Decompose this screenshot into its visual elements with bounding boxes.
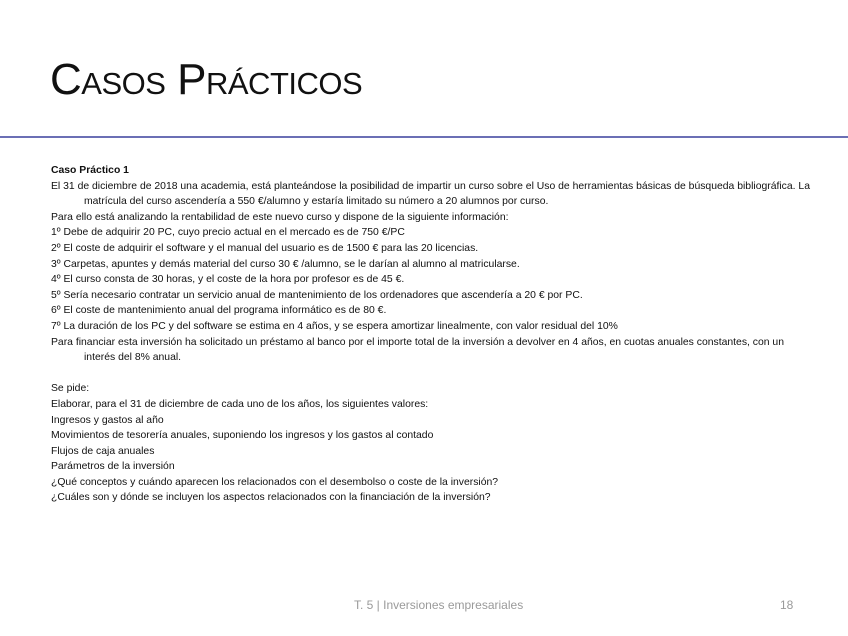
case-lead: Para ello está analizando la rentabilidad de este nuevo curso y dispone de la siguiente información: xyxy=(51,211,509,223)
info-item: 6º El coste de mantenimiento anual del programa informático es de 80 €. xyxy=(51,305,387,317)
footer-label: T. 5 | Inversiones empresariales xyxy=(354,598,524,612)
info-item: 4º El curso consta de 30 horas, y el coste de la hora por profesor es de 45 €. xyxy=(51,274,405,286)
slide-footer xyxy=(0,598,848,616)
request-item: Parámetros de la inversión xyxy=(51,461,175,473)
financing-text: Para financiar esta inversión ha solicitado un préstamo al banco por el importe total de la inversión a devolver en 4 años, en cuotas anuales constantes, con un interés del 8% anual. xyxy=(51,336,784,364)
info-item: 1º Debe de adquirir 20 PC, cuyo precio actual en el mercado es de 750 €/PC xyxy=(51,227,405,239)
info-item: 2º El coste de adquirir el software y el manual del usuario es de 1500 € para las 20 licencias. xyxy=(51,242,479,254)
page-number: 18 xyxy=(780,598,794,612)
case-intro: El 31 de diciembre de 2018 una academia, está planteándose la posibilidad de impartir un curso sobre el Uso de herramientas básicas de búsqueda bibliográfica. La matrícula del curso ascendería a 550 €/alumno y estaría limitado su número a 20 alumnos por curso. xyxy=(51,180,810,208)
paragraph-gap xyxy=(51,366,811,382)
request-item: Ingresos y gastos al año xyxy=(51,414,164,426)
info-item: 3º Carpetas, apuntes y demás material del curso 30 € /alumno, se le darían al alumno al matricularse. xyxy=(51,258,520,270)
request-item: ¿Qué conceptos y cuándo aparecen los relacionados con el desembolso o coste de la inversión? xyxy=(51,476,499,488)
case-heading: Caso Práctico 1 xyxy=(51,165,129,176)
request-heading: Se pide: xyxy=(51,383,90,395)
request-item: Elaborar, para el 31 de diciembre de cada uno de los años, los siguientes valores: xyxy=(51,398,429,410)
request-item: Movimientos de tesorería anuales, suponiendo los ingresos y los gastos al contado xyxy=(51,430,434,442)
title-divider xyxy=(0,136,848,138)
request-item: Flujos de caja anuales xyxy=(51,445,155,457)
slide-body xyxy=(51,163,811,506)
slide-title: Casos Prácticos xyxy=(50,55,363,104)
info-item: 7º La duración de los PC y del software se estima en 4 años, y se espera amortizar linealmente, con valor residual del 10% xyxy=(51,320,618,332)
request-item: ¿Cuáles son y dónde se incluyen los aspectos relacionados con la financiación de la inversión? xyxy=(51,492,491,504)
info-item: 5º Sería necesario contratar un servicio anual de mantenimiento de los ordenadores que ascendería a 20 € por PC. xyxy=(51,289,583,301)
